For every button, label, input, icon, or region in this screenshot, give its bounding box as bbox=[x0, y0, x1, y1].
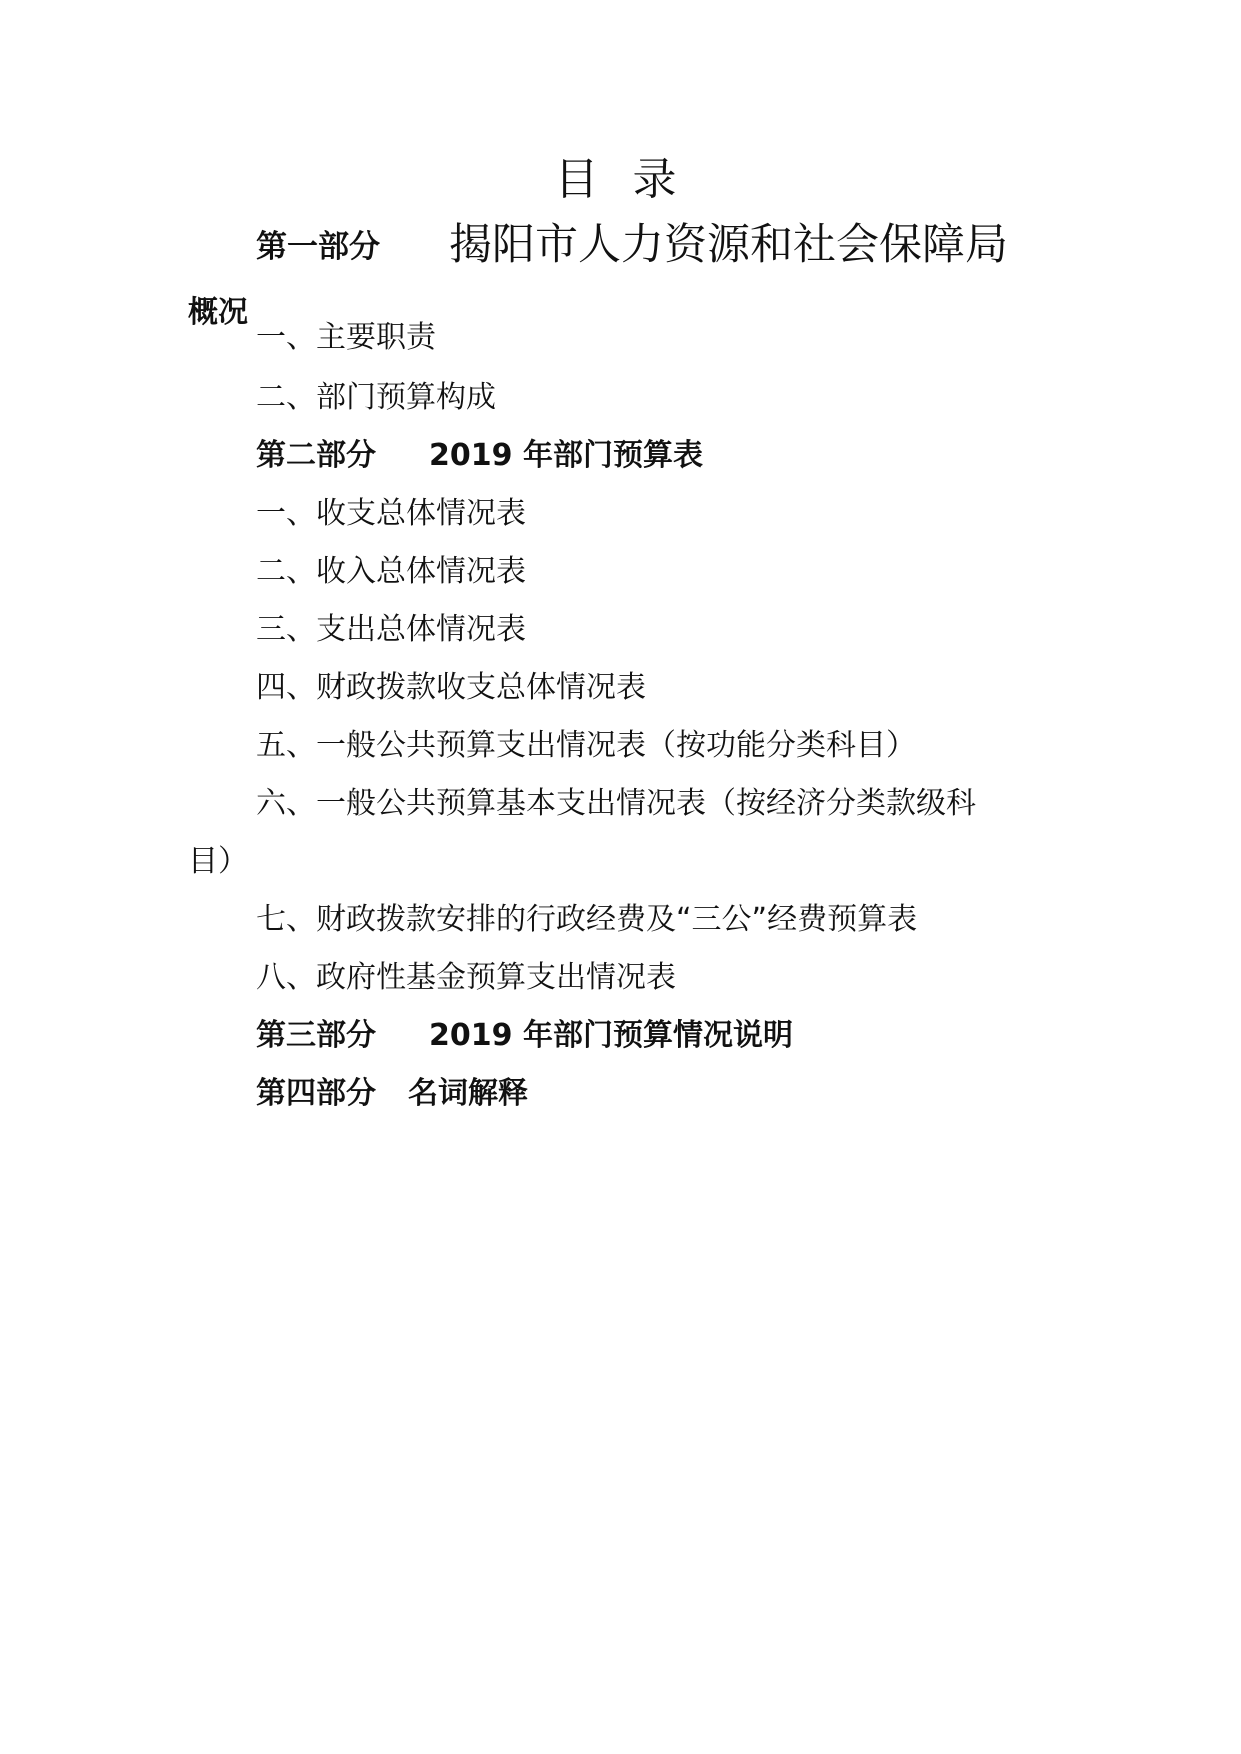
part2-heading bbox=[256, 438, 703, 473]
toc-item: 八、政府性基金预算支出情况表 bbox=[256, 960, 676, 995]
part1-name: 揭阳市人力资源和社会保障局 bbox=[449, 220, 1008, 270]
toc-item: 四、财政拨款收支总体情况表 bbox=[256, 670, 646, 705]
part4-name: 名词解释 bbox=[408, 1076, 528, 1111]
toc-item: 六、一般公共预算基本支出情况表（按经济分类款级科 bbox=[256, 786, 976, 821]
toc-item: 二、收入总体情况表 bbox=[256, 554, 526, 589]
part4-heading bbox=[256, 1076, 528, 1111]
part2-name: 2019 年部门预算表 bbox=[429, 438, 703, 473]
part4-label: 第四部分 bbox=[256, 1076, 376, 1111]
toc-item: 三、支出总体情况表 bbox=[256, 612, 526, 647]
part2-label: 第二部分 bbox=[256, 438, 376, 473]
toc-item: 一、主要职责 bbox=[256, 320, 436, 355]
part3-heading bbox=[256, 1018, 793, 1053]
part1-name-continuation: 概况 bbox=[188, 295, 248, 330]
toc-item: 二、部门预算构成 bbox=[256, 380, 496, 415]
part3-label: 第三部分 bbox=[256, 1018, 376, 1053]
toc-item-continuation: 目） bbox=[188, 844, 248, 879]
toc-item: 七、财政拨款安排的行政经费及“三公”经费预算表 bbox=[256, 902, 918, 937]
part3-name: 2019 年部门预算情况说明 bbox=[429, 1018, 793, 1053]
toc-item: 五、一般公共预算支出情况表（按功能分类科目） bbox=[256, 728, 916, 763]
toc-item: 一、收支总体情况表 bbox=[256, 496, 526, 531]
toc-title: 目 录 bbox=[554, 154, 687, 205]
part1-label: 第一部分 bbox=[256, 229, 380, 265]
